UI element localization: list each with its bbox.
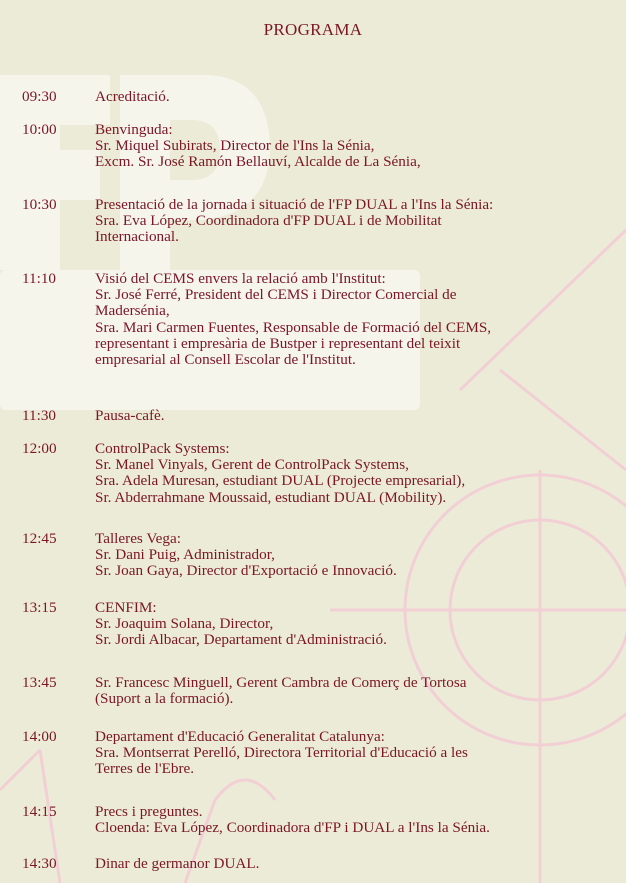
- entry-line: Sra. Montserrat Perelló, Directora Territorial d'Educació a les: [95, 744, 468, 762]
- entry-time: 14:15: [22, 803, 57, 820]
- entry-description: [95, 122, 615, 171]
- entry-line: Sr. Abderrahmane Moussaid, estudiant DUAL (Mobility).: [95, 488, 447, 506]
- entry-line: Acreditació.: [95, 88, 170, 105]
- entry-description: [95, 729, 615, 778]
- entry-time: 14:00: [22, 728, 57, 745]
- entry-line: Internacional.: [95, 228, 179, 246]
- entry-line: ControlPack Systems:: [95, 440, 230, 457]
- entry-line: Sr. Dani Puig, Administrador,: [95, 546, 275, 564]
- entry-time: 10:00: [22, 121, 57, 138]
- entry-line: Sr. Joaquim Solana, Director,: [95, 615, 274, 633]
- entry-line: Sra. Adela Muresan, estudiant DUAL (Projecte empresarial),: [95, 472, 466, 490]
- entry-line: Cloenda: Eva López, Coordinadora d'FP i DUAL a l'Ins la Sénia.: [95, 819, 490, 837]
- entry-line: Departament d'Educació Generalitat Catalunya:: [95, 728, 385, 745]
- entry-line: Visió del CEMS envers la relació amb l'Institut:: [95, 270, 386, 287]
- entry-line: (Suport a la formació).: [95, 690, 234, 708]
- entry-description: [95, 408, 615, 424]
- entry-time: 12:00: [22, 440, 57, 457]
- entry-line: Sr. José Ferré, President del CEMS i Director Comercial de: [95, 286, 457, 304]
- entry-description: [95, 804, 615, 836]
- entry-time: 13:45: [22, 674, 57, 691]
- entry-line: Benvinguda:: [95, 121, 173, 138]
- entry-line: Madersénia,: [95, 302, 170, 320]
- entry-line: Sr. Francesc Minguell, Gerent Cambra de Comerç de Tortosa: [95, 674, 467, 691]
- entry-line: Excm. Sr. José Ramón Bellauví, Alcalde de La Sénia,: [95, 153, 421, 171]
- entry-line: Pausa-cafè.: [95, 407, 165, 424]
- entry-line: Sr. Jordi Albacar, Departament d'Administració.: [95, 631, 387, 649]
- entry-description: [95, 89, 615, 105]
- entry-description: [95, 197, 615, 246]
- entry-line: Sr. Miquel Subirats, Director de l'Ins la Sénia,: [95, 137, 375, 155]
- entry-time: 11:30: [22, 407, 57, 424]
- entry-description: [95, 675, 615, 707]
- entry-line: representant i empresària de Bustper i representant del teixit: [95, 334, 461, 352]
- entry-line: Sra. Mari Carmen Fuentes, Responsable de Formació del CEMS,: [95, 318, 492, 336]
- entry-line: Precs i preguntes.: [95, 803, 203, 820]
- entry-line: Sr. Joan Gaya, Director d'Exportació e Innovació.: [95, 562, 397, 580]
- entry-description: [95, 600, 615, 649]
- entry-description: [95, 271, 615, 368]
- entry-description: [95, 441, 615, 506]
- entry-line: Talleres Vega:: [95, 530, 181, 547]
- entry-line: Sr. Manel Vinyals, Gerent de ControlPack Systems,: [95, 456, 409, 474]
- entry-line: Presentació de la jornada i situació de l'FP DUAL a l'Ins la Sénia:: [95, 196, 494, 213]
- program-title: PROGRAMA: [263, 20, 363, 39]
- entry-time: 12:45: [22, 530, 57, 547]
- entry-time: 10:30: [22, 196, 57, 213]
- entry-line: CENFIM:: [95, 599, 157, 616]
- entry-time: 11:10: [22, 270, 57, 287]
- entry-time: 14:30: [22, 855, 57, 872]
- entry-line: Dinar de germanor DUAL.: [95, 855, 260, 872]
- entry-time: 09:30: [22, 88, 57, 105]
- entry-description: [95, 856, 615, 872]
- entry-line: Sra. Eva López, Coordinadora d'FP DUAL i de Mobilitat: [95, 212, 442, 230]
- entry-line: empresarial al Consell Escolar de l'Institut.: [95, 351, 356, 369]
- entry-description: [95, 531, 615, 580]
- entry-line: Terres de l'Ebre.: [95, 760, 195, 778]
- entry-time: 13:15: [22, 599, 57, 616]
